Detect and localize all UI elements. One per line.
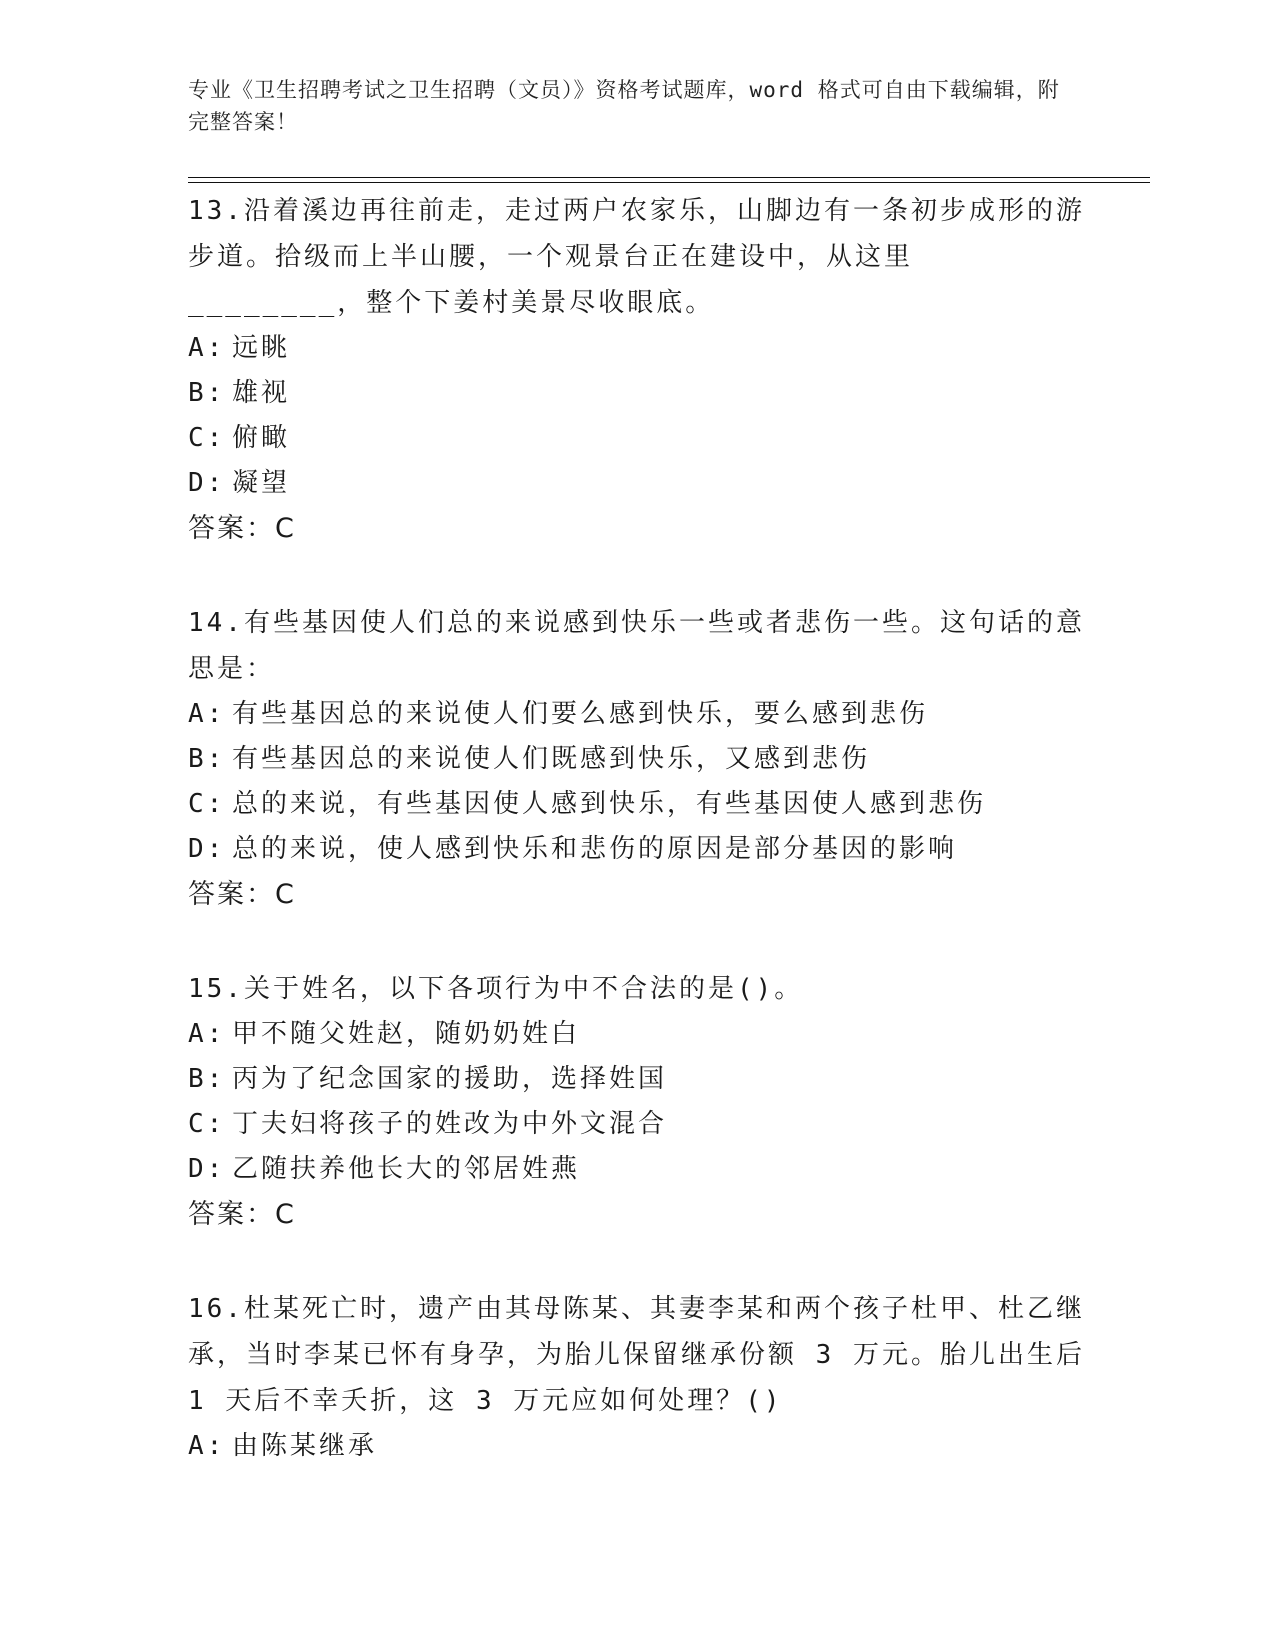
option-d <box>188 461 1088 506</box>
question-stem: 14.有些基因使人们总的来说感到快乐一些或者悲伤一些。这句话的意思是： <box>188 608 1085 684</box>
option-letter: A: <box>188 333 226 363</box>
option-a <box>188 1424 1088 1469</box>
option-a <box>188 1012 1088 1057</box>
option-text: 有些基因总的来说使人们要么感到快乐，要么感到悲伤 <box>232 699 929 729</box>
option-a <box>188 326 1088 371</box>
option-text: 俯瞰 <box>232 423 291 453</box>
option-letter: C: <box>188 423 226 453</box>
option-letter: B: <box>188 378 226 408</box>
option-letter: B: <box>188 1064 226 1094</box>
header-divider-bottom <box>188 182 1150 183</box>
header-divider-top <box>188 177 1150 178</box>
question-16 <box>188 1286 1088 1469</box>
option-b <box>188 1057 1088 1102</box>
option-c <box>188 1102 1088 1147</box>
option-d <box>188 827 1088 872</box>
question-stem: 13.沿着溪边再往前走，走过两户农家乐，山脚边有一条初步成形的游步道。拾级而上半山腰，一个观景台正在建设中，从这里________，整个下姜村美景尽收眼底。 <box>188 196 1085 318</box>
option-text: 凝望 <box>232 468 291 498</box>
question-stem: 16.杜某死亡时，遗产由其母陈某、其妻李某和两个孩子杜甲、杜乙继承，当时李某已怀有身孕，为胎儿保留继承份额 3 万元。胎儿出生后 1 天后不幸夭折，这 3 万元应如何处理？() <box>188 1294 1085 1416</box>
answer-line: 答案：C <box>188 879 296 910</box>
question-14 <box>188 600 1088 918</box>
option-text: 远眺 <box>232 333 291 363</box>
question-stem: 15.关于姓名，以下各项行为中不合法的是()。 <box>188 974 804 1004</box>
option-a <box>188 692 1088 737</box>
question-13 <box>188 188 1088 552</box>
option-b <box>188 737 1088 782</box>
option-letter: C: <box>188 789 226 819</box>
option-text: 甲不随父姓赵，随奶奶姓白 <box>232 1019 581 1049</box>
option-text: 乙随扶养他长大的邻居姓燕 <box>232 1154 581 1184</box>
option-letter: D: <box>188 1154 226 1184</box>
option-text: 丙为了纪念国家的援助，选择姓国 <box>232 1064 668 1094</box>
answer-line: 答案：C <box>188 1199 296 1230</box>
option-text: 有些基因总的来说使人们既感到快乐，又感到悲伤 <box>232 744 871 774</box>
option-d <box>188 1147 1088 1192</box>
option-letter: A: <box>188 1019 226 1049</box>
option-letter: A: <box>188 699 226 729</box>
option-text: 由陈某继承 <box>232 1431 378 1461</box>
option-text: 丁夫妇将孩子的姓改为中外文混合 <box>232 1109 668 1139</box>
question-list <box>188 188 1088 1517</box>
option-letter: A: <box>188 1431 226 1461</box>
option-b <box>188 371 1088 416</box>
option-text: 总的来说，有些基因使人感到快乐，有些基因使人感到悲伤 <box>232 789 987 819</box>
option-letter: D: <box>188 834 226 864</box>
option-letter: D: <box>188 468 226 498</box>
option-letter: C: <box>188 1109 226 1139</box>
option-letter: B: <box>188 744 226 774</box>
option-text: 雄视 <box>232 378 291 408</box>
option-c <box>188 416 1088 461</box>
document-header-note: 专业《卫生招聘考试之卫生招聘（文员）》资格考试题库，word 格式可自由下载编辑，附完整答案！ <box>188 78 1060 134</box>
option-c <box>188 782 1088 827</box>
answer-line: 答案：C <box>188 513 296 544</box>
question-15 <box>188 966 1088 1238</box>
option-text: 总的来说，使人感到快乐和悲伤的原因是部分基因的影响 <box>232 834 958 864</box>
